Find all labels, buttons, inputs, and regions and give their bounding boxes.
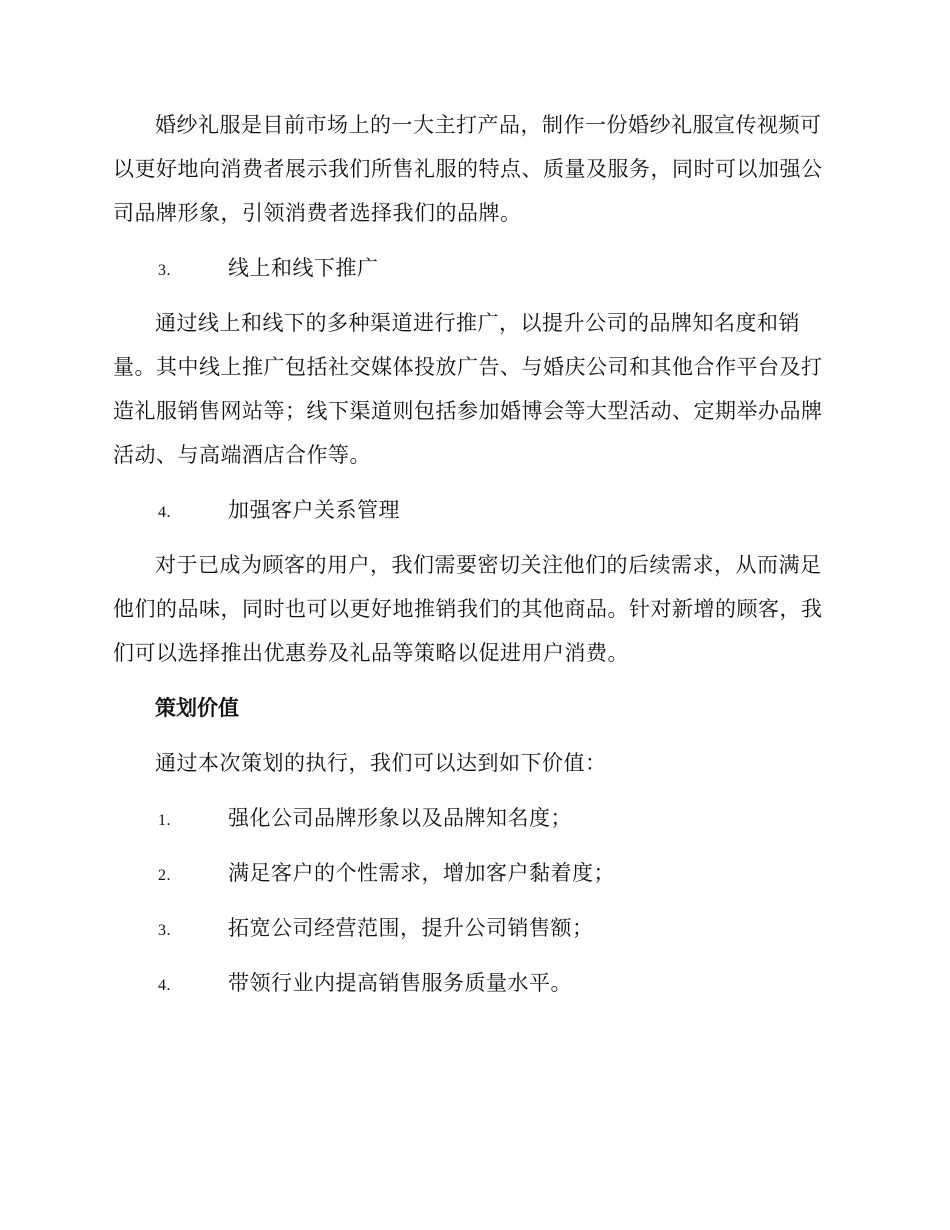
list-item-label: 满足客户的个性需求，增加客户黏着度； bbox=[228, 861, 615, 885]
paragraph-wedding-dress-video: 婚纱礼服是目前市场上的一大主打产品，制作一份婚纱礼服宣传视频可以更好地向消费者展示我们所售礼服的特点、质量及服务，同时可以加强公司品牌形象，引领消费者选择我们的品牌。 bbox=[113, 113, 823, 225]
list-number: 4. bbox=[158, 504, 171, 521]
list-number: 3. bbox=[158, 262, 171, 279]
list-item-value-1 bbox=[113, 796, 833, 840]
list-item-crm bbox=[113, 488, 833, 532]
list-item-label: 加强客户关系管理 bbox=[228, 498, 400, 522]
list-item-label: 带领行业内提高销售服务质量水平。 bbox=[228, 971, 572, 995]
document-page bbox=[113, 103, 833, 1005]
list-item-value-2 bbox=[113, 851, 833, 895]
list-number: 4. bbox=[158, 977, 171, 994]
list-item-label: 强化公司品牌形象以及品牌知名度； bbox=[228, 806, 572, 830]
paragraph-promotion: 通过线上和线下的多种渠道进行推广，以提升公司的品牌知名度和销量。其中线上推广包括社交媒体投放广告、与婚庆公司和其他合作平台及打造礼服销售网站等；线下渠道则包括参加婚博会等大型活动、定期举办品牌活动、与高端酒店合作等。 bbox=[113, 311, 823, 467]
list-number: 2. bbox=[158, 867, 171, 884]
list-item-value-4 bbox=[113, 961, 833, 1005]
paragraph-customer: 对于已成为顾客的用户，我们需要密切关注他们的后续需求，从而满足他们的品味，同时也可以更好地推销我们的其他商品。针对新增的顾客，我们可以选择推出优惠券及礼品等策略以促进用户消费。 bbox=[113, 553, 823, 665]
list-item-label: 线上和线下推广 bbox=[228, 256, 379, 280]
section-heading-value: 策划价值 bbox=[155, 696, 239, 720]
paragraph-value-intro: 通过本次策划的执行，我们可以达到如下价值： bbox=[155, 751, 607, 775]
list-item-online-offline bbox=[113, 246, 833, 290]
list-number: 1. bbox=[158, 812, 171, 829]
list-item-label: 拓宽公司经营范围，提升公司销售额； bbox=[228, 916, 594, 940]
list-number: 3. bbox=[158, 922, 171, 939]
list-item-value-3 bbox=[113, 906, 833, 950]
